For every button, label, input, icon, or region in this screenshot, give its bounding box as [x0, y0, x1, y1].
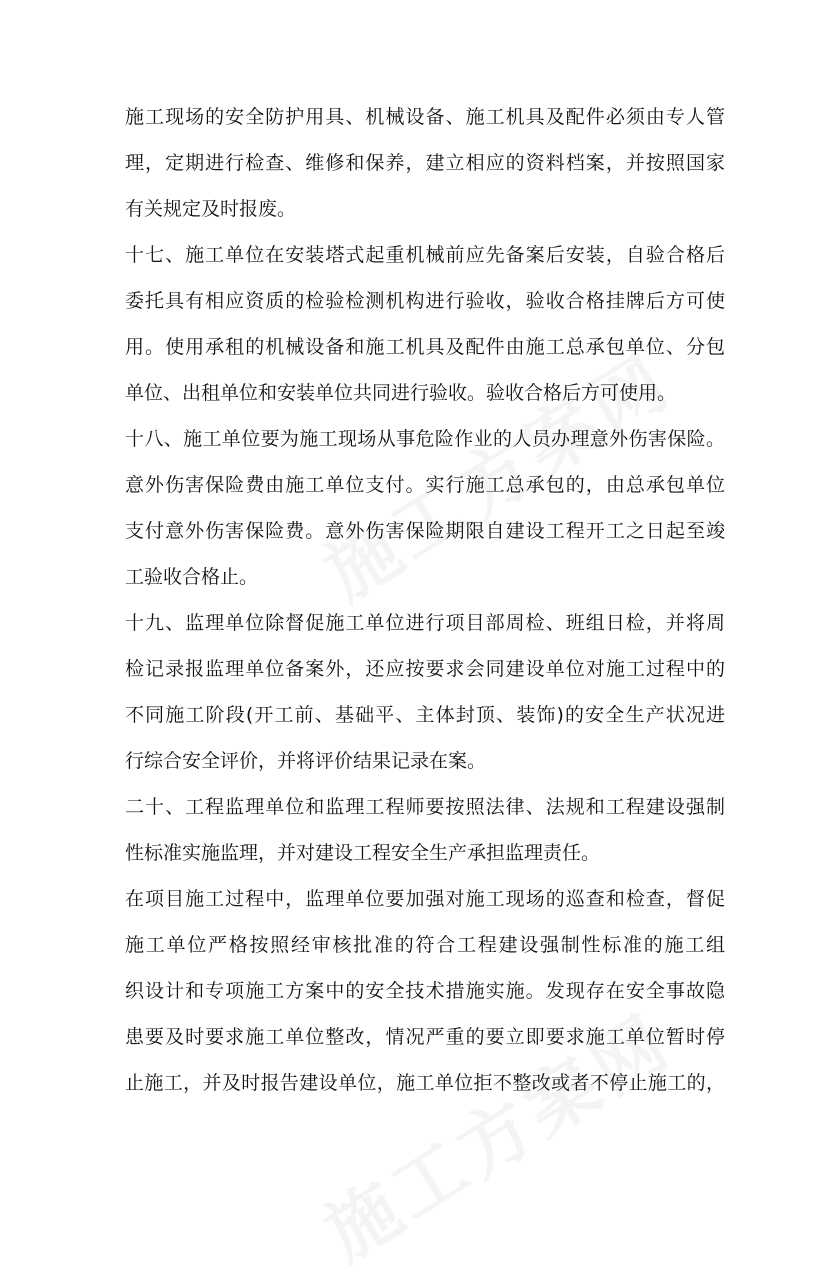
document-body [125, 94, 725, 1106]
text-line: 工验收合格止。 [125, 566, 259, 588]
text-line: 理，定期进行检查、维修和保养，建立相应的资料档案，并按照国家 [125, 152, 725, 174]
text-line: 检记录报监理单位备案外，还应按要求会同建设单位对施工过程中的 [125, 658, 725, 680]
text-line: 织设计和专项施工方案中的安全技术措施实施。发现存在安全事故隐 [125, 980, 725, 1002]
text-line: 十九、监理单位除督促施工单位进行项目部周检、班组日检，并将周 [125, 612, 725, 634]
text-line: 性标准实施监理，并对建设工程安全生产承担监理责任。 [125, 842, 601, 864]
text-line: 行综合安全评价，并将评价结果记录在案。 [125, 750, 487, 772]
text-line: 患要及时要求施工单位整改，情况严重的要立即要求施工单位暂时停 [125, 1026, 725, 1048]
text-line: 委托具有相应资质的检验检测机构进行验收，验收合格挂牌后方可使 [125, 290, 725, 312]
text-line: 施工现场的安全防护用具、机械设备、施工机具及配件必须由专人管 [125, 106, 725, 128]
text-line: 意外伤害保险费由施工单位支付。实行施工总承包的，由总承包单位 [125, 474, 725, 496]
text-line: 单位、出租单位和安装单位共同进行验收。验收合格后方可使用。 [125, 382, 677, 404]
text-line: 二十、工程监理单位和监理工程师要按照法律、法规和工程建设强制 [125, 796, 725, 818]
text-line: 止施工，并及时报告建设单位，施工单位拒不整改或者不停止施工的， [125, 1072, 725, 1094]
text-line: 在项目施工过程中，监理单位要加强对施工现场的巡查和检查，督促 [125, 888, 725, 910]
text-line: 十八、施工单位要为施工现场从事危险作业的人员办理意外伤害保险。 [125, 428, 725, 450]
text-line: 有关规定及时报废。 [125, 198, 297, 220]
text-line: 不同施工阶段(开工前、基础平、主体封顶、装饰)的安全生产状况进 [125, 704, 725, 726]
text-line: 用。使用承租的机械设备和施工机具及配件由施工总承包单位、分包 [125, 336, 725, 358]
text-line: 十七、施工单位在安装塔式起重机械前应先备案后安装，自验合格后 [125, 244, 725, 266]
text-line: 支付意外伤害保险费。意外伤害保险期限自建设工程开工之日起至竣 [125, 520, 725, 542]
text-line: 施工单位严格按照经审核批准的符合工程建设强制性标准的施工组 [125, 934, 725, 956]
